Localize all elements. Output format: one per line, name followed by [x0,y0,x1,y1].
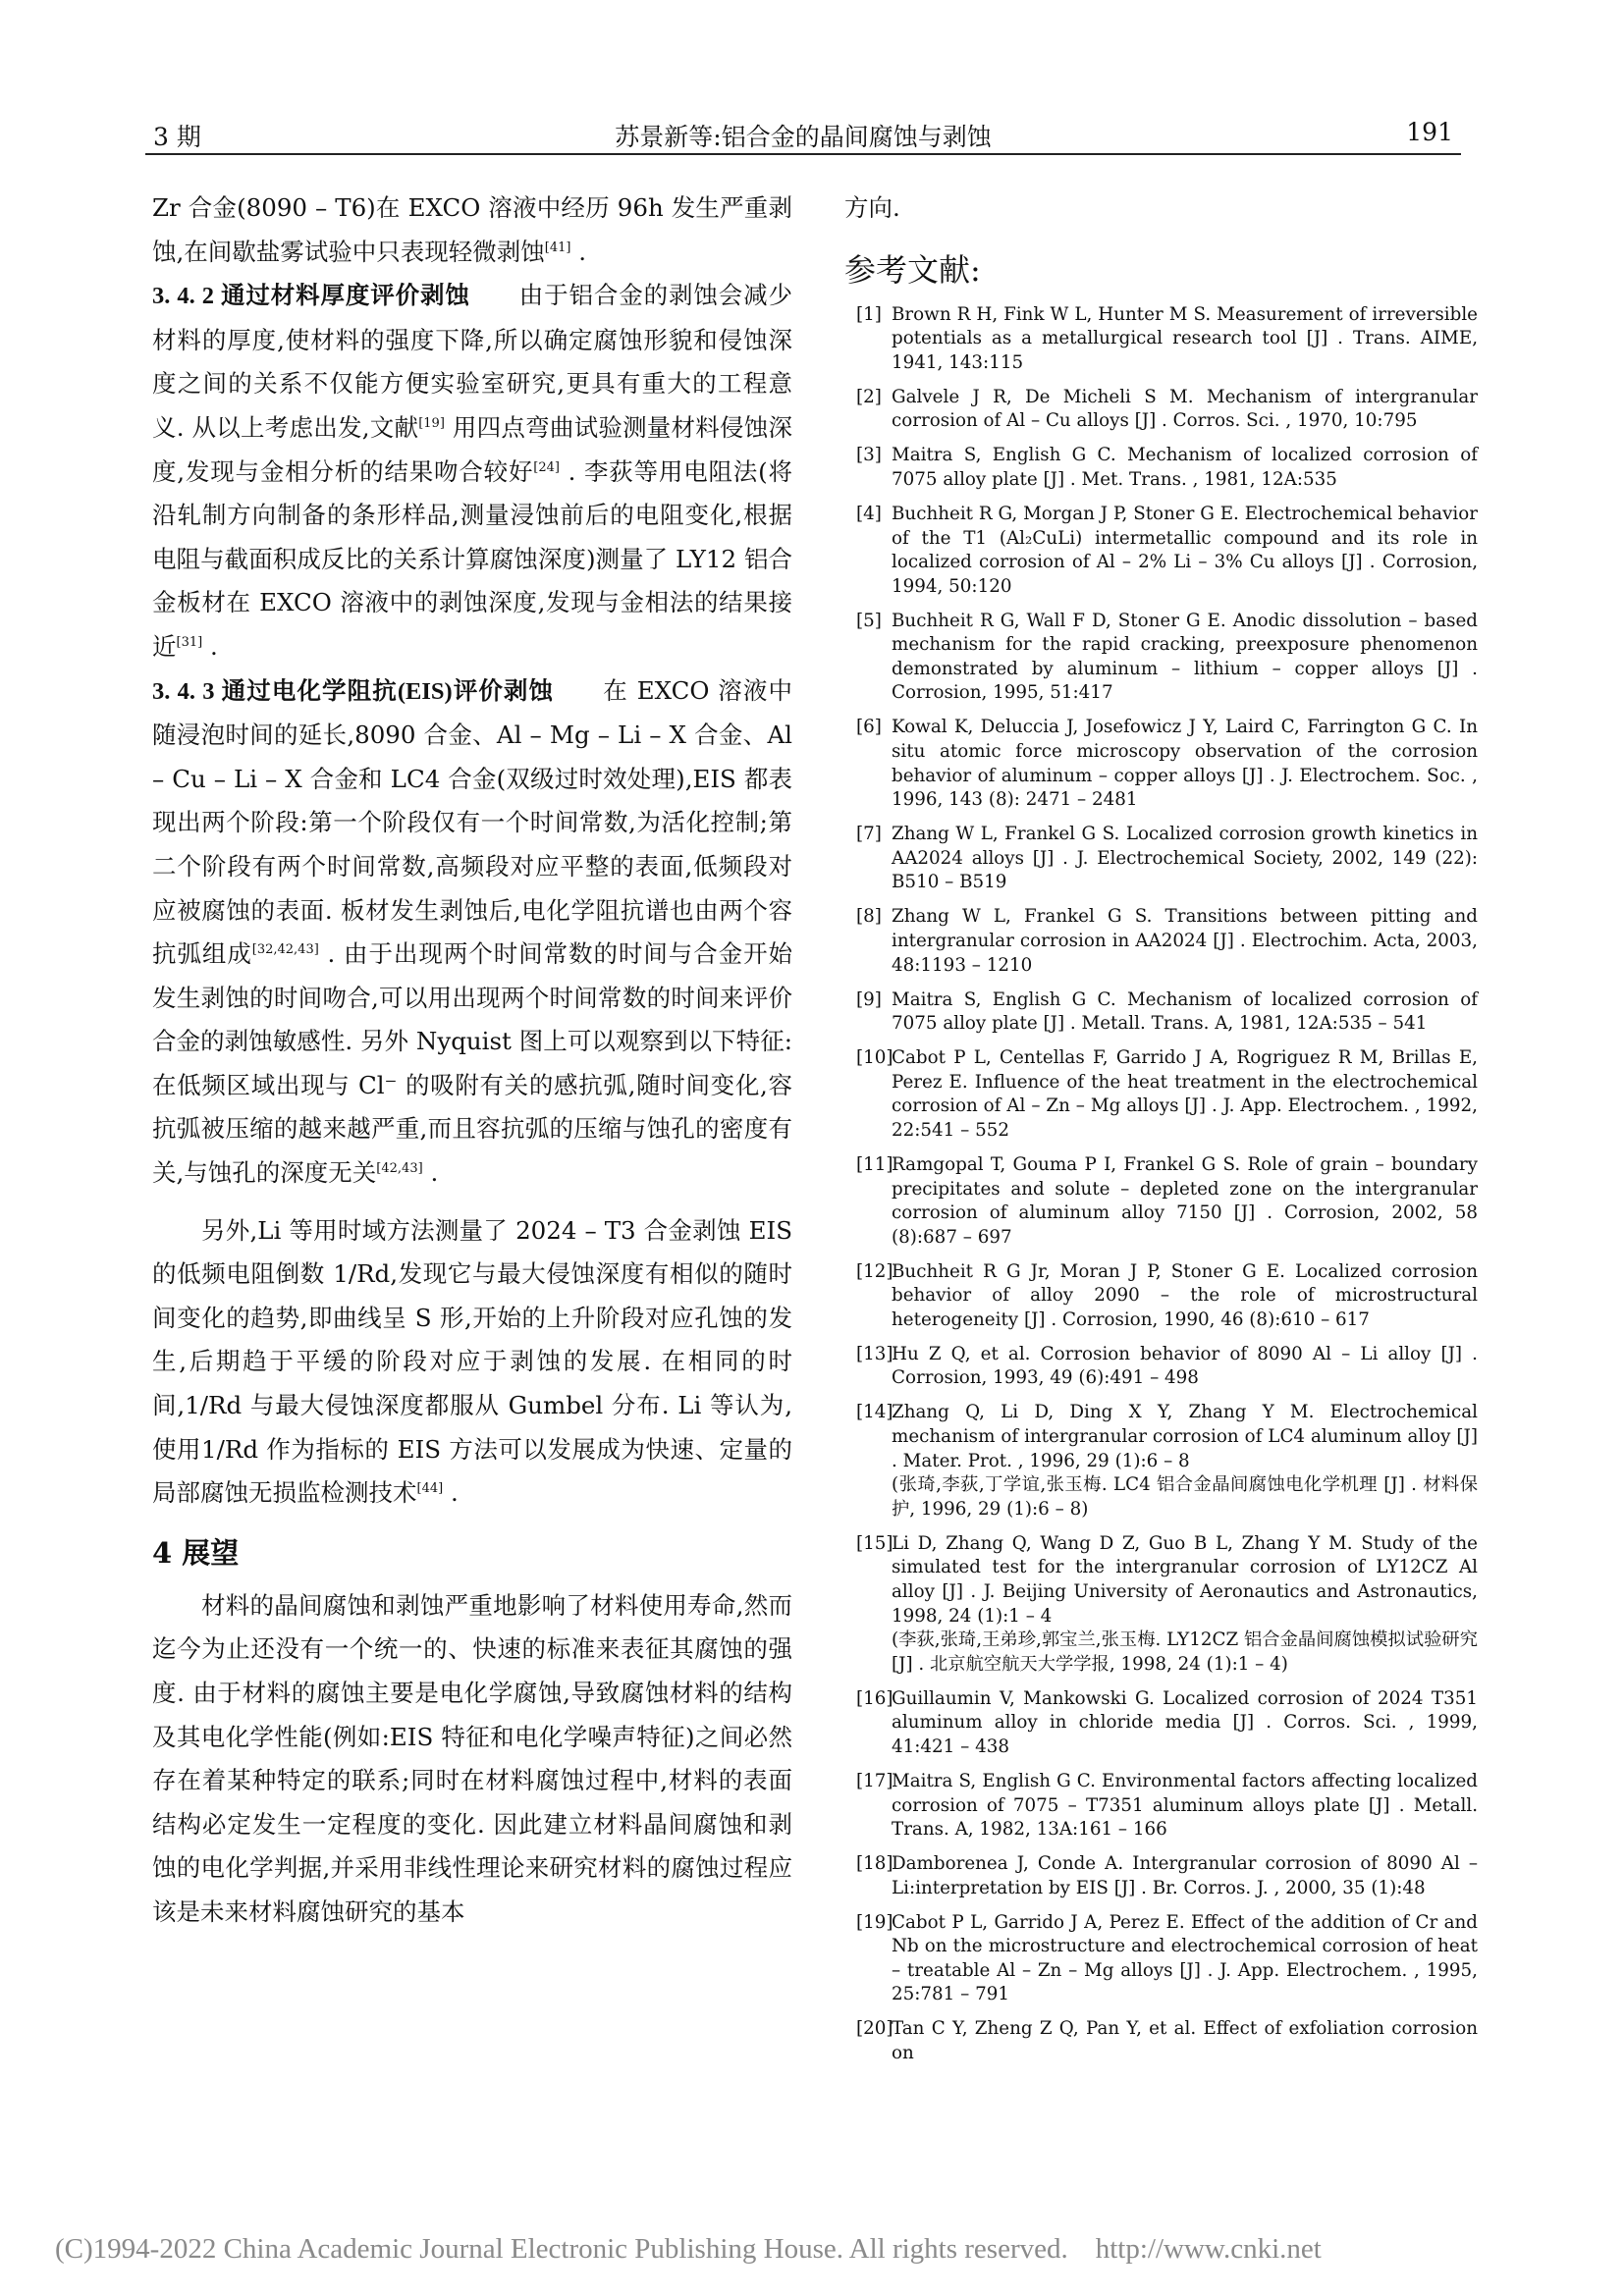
reference-item [844,503,1478,599]
reference-text: Tan C Y, Zheng Z Q, Pan Y, et al. Effect of exfoliation corrosion on [892,2018,1478,2064]
reference-number: [19] [856,1911,893,1933]
reference-text: Maitra S, English G C. Mechanism of localized corrosion of 7075 alloy plate [J] . Met. Trans. , 1981, 12A:535 [892,445,1478,490]
reference-chinese-text: (张琦,李荻,丁学谊,张玉梅. LC4 铝合金晶间腐蚀电化学机理 [J] . 材料保护, 1996, 29 (1):6 – 8) [892,1474,1478,1520]
citation[interactable]: [42,43] [376,1160,423,1176]
reference-number: [15] [856,1532,893,1554]
copyright-text: (C)1994-2022 China Academic Journal Electronic Publishing House. All rights reserved. [55,2233,1068,2265]
reference-item [844,716,1478,812]
reference-text: Maitra S, English G C. Mechanism of localized corrosion of 7075 alloy plate [J] . Metall. Trans. A, 1981, 12A:535 – 541 [892,988,1478,1035]
paragraph-zr-alloy: Zr 合金(8090 – T6)在 EXCO 溶液中经历 96h 发生严重剥蚀,在间歇盐雾试验中只表现轻微剥蚀[41] . [152,193,792,266]
reference-item [844,1401,1478,1522]
reference-list [844,303,1478,2066]
reference-number: [11] [856,1153,893,1175]
subsection-title: 3. 4. 2 通过材料厚度评价剥蚀 [152,283,470,310]
reference-item [844,1687,1478,1760]
section-3-4-2: 3. 4. 2 通过材料厚度评价剥蚀 由于铝合金的剥蚀会减少材料的厚度,使材料的强度下降,所以确定腐蚀形貌和侵蚀深度之间的关系不仅能方便实验室研究,更具有重大的工程意义. 从以上考虑出发,文献[19] 用四点弯曲试验测量材料侵蚀深度,发现与金相分析的结果吻合较好[24] . 李荻等用电阻法(将沿轧制方向制备的条形样品,测量浸蚀前后的电阻变化,根据电阻与截面积成反比的关系计算腐蚀深度)测量了 LY12 铝合金板材在 EXCO 溶液中的剥蚀深度,发现与金相法的结果接近[31] . [152,281,793,661]
reference-item [844,610,1478,706]
reference-text: Guillaumin V, Mankowski G. Localized corrosion of 2024 T351 aluminum alloy in chloride media [J] . Corros. Sci. , 1999, 41:421 – 438 [892,1687,1478,1757]
reference-text: Cabot P L, Garrido J A, Perez E. Effect of the addition of Cr and Nb on the microstructure and electrochemical corrosion of heat – treatable Al – Zn – Mg alloys [J] . J. App. Electrochem. , 1995, 25:781 – 791 [892,1911,1478,2005]
reference-number: [1] [856,303,882,325]
reference-number: [16] [856,1687,893,1709]
reference-item [844,1911,1478,2007]
reference-number: [18] [856,1853,893,1875]
reference-text: Buchheit R G Jr, Moran J P, Stoner G E. Localized corrosion behavior of alloy 2090 – the role of microstructural heterogeneity [J] . Corrosion, 1990, 46 (8):610 – 617 [892,1260,1478,1330]
paragraph-outlook: 材料的晶间腐蚀和剥蚀严重地影响了材料使用寿命,然而迄今为止还没有一个统一的、快速的标准来表征其腐蚀的强度. 由于材料的腐蚀主要是电化学腐蚀,导致腐蚀材料的结构及其电化学性能(例如:EIS 特征和电化学噪声特征)之间必然存在着某种特定的联系;同时在材料腐蚀过程中,材料的表面结构必定发生一定程度的变化. 因此建立材料晶间腐蚀和剥蚀的电化学判据,并采用非线性理论来研究材料的腐蚀过程应该是未来材料腐蚀研究的基本 [152,1590,792,1926]
citation[interactable]: [19] [418,415,445,431]
paragraph-li-eis: 另外,Li 等用时域方法测量了 2024 – T3 合金剥蚀 EIS 的低频电阻倒数 1/Rd,发现它与最大侵蚀深度有相似的随时间变化的趋势,即曲线呈 S 形,开始的上升阶段对应孔蚀的发生,后期趋于平缓的阶段对应于剥蚀的发展. 在相同的时间,1/Rd 与最大侵蚀深度都服从 Gumbel 分布. Li 等认为,使用1/Rd 作为指标的 EIS 方法可以发展成为快速、定量的局部腐蚀无损监检测技术[44] . [152,1215,792,1508]
reference-number: [6] [856,717,882,738]
reference-item [844,1343,1478,1391]
page-number: 191 [1406,118,1453,146]
reference-item [844,1046,1478,1143]
running-title: 苏景新等:铝合金的晶间腐蚀与剥蚀 [615,123,992,151]
reference-number: [7] [856,824,882,845]
reference-item [844,905,1478,978]
reference-number: [10] [856,1047,893,1069]
reference-number: [9] [856,988,882,1010]
reference-number: [14] [856,1402,893,1423]
copyright-footer [55,2233,1587,2266]
section-4-title: 4 展望 [152,1535,240,1570]
citation[interactable]: [44] [416,1481,444,1497]
reference-text: Galvele J R, De Micheli S M. Mechanism of intergranular corrosion of Al – Cu alloys [J] . Corros. Sci. , 1970, 10:795 [892,386,1478,432]
reference-item [844,386,1478,434]
running-header [145,108,1461,153]
reference-text: Buchheit R G, Morgan J P, Stoner G E. Electrochemical behavior of the T1 (Al₂CuLi) intermetallic compound and its role in localized corrosion of Al – 2% Li – 3% Cu alloys [J] . Corrosion, 1994, 50:120 [892,503,1478,597]
reference-item [844,2017,1478,2065]
reference-item [844,1852,1478,1900]
reference-number: [12] [856,1260,893,1282]
reference-number: [20] [856,2018,893,2040]
reference-text: Brown R H, Fink W L, Hunter M S. Measurement of irreversible potentials as a metallurgical research tool [J] . Trans. AIME, 1941, 143:115 [892,303,1478,373]
reference-text: Hu Z Q, et al. Corrosion behavior of 8090 Al – Li alloy [J] . Corrosion, 1993, 49 (6):491 – 498 [892,1343,1478,1389]
reference-text: Damborenea J, Conde A. Intergranular corrosion of 8090 Al – Li:interpretation by EIS [J] . Br. Corros. J. , 2000, 35 (1):48 [892,1853,1478,1898]
reference-number: [3] [856,445,882,466]
reference-text: Buchheit R G, Wall F D, Stoner G E. Anodic dissolution – based mechanism for the rapid cracking, preexposure phenomenon demonstrated by aluminum – lithium – copper alloys [J] . Corrosion, 1995, 51:417 [892,610,1478,704]
reference-item [844,823,1478,895]
header-rule [145,153,1461,155]
issue-label: 3 期 [153,123,201,151]
section-3-4-3: 3. 4. 3 通过电化学阻抗(EIS)评价剥蚀 在 EXCO 溶液中随浸泡时间的延长,8090 合金、Al – Mg – Li – X 合金、Al – Cu – Li – X 合金和 LC4 合金(双级过时效处理),EIS 都表现出两个阶段:第一个阶段仅有一个时间常数,为活化控制;第二个阶段有两个时间常数,高频段对应平整的表面,低频段对应被腐蚀的表面. 板材发生剥蚀后,电化学阻抗谱也由两个容抗弧组成[32,42,43] . 由于出现两个时间常数的时间与合金开始发生剥蚀的时间吻合,可以用出现两个时间常数的时间来评价合金的剥蚀敏感性. 另外 Nyquist 图上可以观察到以下特征:在低频区域出现与 Cl⁻ 的吸附有关的感抗弧,随时间变化,容抗弧被压缩的越来越严重,而且容抗弧的压缩与蚀孔的密度有关,与蚀孔的深度无关[42,43] . [152,675,793,1188]
subsection-title: 3. 4. 3 通过电化学阻抗(EIS)评价剥蚀 [152,677,555,705]
reference-number: [8] [856,906,882,928]
reference-text: Zhang W L, Frankel G S. Transitions between pitting and intergranular corrosion in AA2024 [J] . Electrochim. Acta, 2003, 48:1193 – 1210 [892,906,1478,976]
reference-item [844,444,1478,492]
reference-number: [17] [856,1770,893,1791]
paragraph-continuation: 方向. [844,193,900,222]
reference-text: Ramgopal T, Gouma P I, Frankel G S. Role of grain – boundary precipitates and solute – depleted zone on the intergranular corrosion of aluminum alloy 7150 [J] . Corrosion, 2002, 58 (8):687 – 697 [892,1153,1478,1248]
references-title: 参考文献: [844,250,981,289]
reference-item [844,303,1478,376]
right-column [844,187,1478,2076]
reference-number: [4] [856,503,882,524]
citation[interactable]: [41] [544,240,571,255]
reference-item [844,1770,1478,1842]
reference-text: Maitra S, English G C. Environmental factors affecting localized corrosion of 7075 – T7351 aluminum alloys plate [J] . Metall. Trans. A, 1982, 13A:161 – 166 [892,1770,1478,1841]
citation[interactable]: [24] [533,459,560,475]
reference-item [844,1153,1478,1250]
citation[interactable]: [32,42,43] [251,941,319,957]
reference-number: [13] [856,1343,893,1364]
reference-text: Li D, Zhang Q, Wang D Z, Guo B L, Zhang Y M. Study of the simulated test for the intergranular corrosion of LY12CZ Al alloy [J] . J. Beijing University of Aeronautics and Astronautics, 1998, 24 (1):1 – 4 [892,1532,1478,1627]
reference-text: Cabot P L, Centellas F, Garrido J A, Rogriguez R M, Brillas E, Perez E. Influence of the heat treatment in the electrochemical corrosion of Al – Zn – Mg alloys [J] . J. App. Electrochem. , 1992, 22:541 – 552 [892,1047,1478,1141]
reference-item [844,1260,1478,1333]
reference-number: [5] [856,610,882,631]
reference-text: Kowal K, Deluccia J, Josefowicz J Y, Laird C, Farrington G C. In situ atomic force microscopy observation of the corrosion behavior of aluminum – copper alloys [J] . J. Electrochem. Soc. , 1996, 143 (8): 2471 – 2481 [892,717,1478,811]
reference-chinese-text: (李荻,张琦,王弟珍,郭宝兰,张玉梅. LY12CZ 铝合金晶间腐蚀模拟试验研究 [J] . 北京航空航天大学学报, 1998, 24 (1):1 – 4) [892,1629,1478,1675]
left-column [152,187,792,1935]
reference-number: [2] [856,386,882,407]
reference-item [844,988,1478,1037]
reference-text: Zhang Q, Li D, Ding X Y, Zhang Y M. Electrochemical mechanism of intergranular corrosion of LC4 aluminum alloy [J] . Mater. Prot. , 1996, 29 (1):6 – 8 [892,1402,1478,1471]
reference-text: Zhang W L, Frankel G S. Localized corrosion growth kinetics in AA2024 alloys [J] . J. Electrochemical Society, 2002, 149 (22): B510 – B519 [892,824,1478,893]
reference-item [844,1532,1478,1678]
citation[interactable]: [31] [176,634,203,650]
cnki-url[interactable]: http://www.cnki.net [1095,2233,1322,2265]
